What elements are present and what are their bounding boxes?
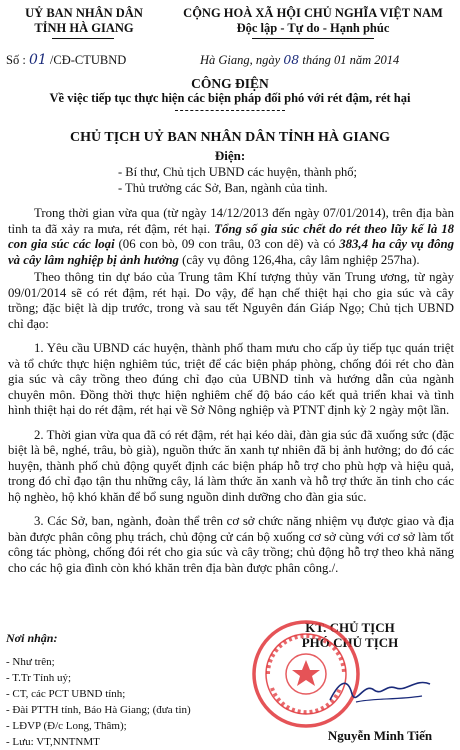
livestock-loss-summary: Tổng số gia súc chết do rét theo lũy kế là 18 con gia súc các loại [8, 221, 454, 251]
recipient-item: - Bí thư, Chủ tịch UBND các huyện, thành phố; [118, 165, 358, 179]
recipients-list [118, 164, 357, 196]
document-date [200, 52, 399, 68]
signer-name: Nguyễn Minh Tiến [327, 728, 433, 743]
paragraph-intro-text: Trong thời gian vừa qua (từ ngày 14/12/2013 đến ngày 07/01/2014), trên địa bàn tỉnh ta đã xảy ra mưa, rét đậm, rét hại. [8, 206, 454, 236]
national-title: CỘNG HOÀ XÃ HỘI CHỦ NGHĨA VIỆT NAM [183, 6, 443, 20]
number-prefix: Số : [6, 53, 26, 67]
motto-underline [252, 38, 374, 39]
paragraph-directive-1: 1. Yêu cầu UBND các huyện, thành phố tham mưu cho cấp ủy tiếp tục quán triệt và tổ chức thực hiện nghiêm túc, triệt để các biện pháp phòng, chống đói rét cho đàn gia súc và cây trồng theo đúng chỉ đạo của UBND tỉnh và hướng dẫn của ngành chuyên môn. Đồng thời thực hiện nghiêm chế độ báo cáo kết quả triển khai và tình hình thiệt hại do rét đậm, rét hại về Sở Nông nghiệp và PTNT định kỳ 2 ngày một lần. [8, 341, 454, 417]
crop-loss-summary: 383,4 ha cây vụ đông và cây lâm nghiệp bị ảnh hưởng [8, 237, 454, 267]
livestock-loss-detail: (06 con bò, 09 con trâu, 03 con dê) và có [114, 237, 340, 251]
paragraph-directive-2: 2. Thời gian vừa qua đã có rét đậm, rét hại kéo dài, đàn gia súc đã xuống sức (đặc biệt là bê, nghé, trâu, bò già), nguồn thức ăn xanh tự nhiên đã bị ảnh hưởng; do đó các huyện, thành phố chủ động quyết định các biện pháp hỗ trợ cho phù hợp và hiệu quả, trong đó chỉ đạo tận thu những cây, lá làm thức ăn xanh và hỗ trợ thức ăn tinh cho các hộ nghèo, hộ khó khăn để bổ sung nguồn dinh dưỡng cho đàn gia súc. [8, 427, 454, 504]
document-number [6, 52, 126, 68]
issuer-line2: TỈNH HÀ GIANG [34, 21, 134, 35]
distribution-item: - CT, các PCT UBND tỉnh; [6, 688, 126, 700]
date-suffix: tháng 01 năm 2014 [302, 53, 400, 67]
number-suffix: /CĐ-CTUBND [49, 53, 127, 67]
distribution-item: - Như trên; [6, 656, 55, 668]
document-body [8, 206, 454, 576]
sender-title: CHỦ TỊCH UỶ BAN NHÂN DÂN TỈNH HÀ GIANG [70, 130, 390, 145]
distribution-list [6, 630, 191, 750]
signature-line1: KT. CHỦ TỊCH [305, 620, 395, 635]
subject-underline [175, 110, 285, 111]
paragraph-intro [8, 206, 454, 268]
issuer-underline [52, 38, 114, 39]
national-header [168, 6, 458, 36]
issuer-block [4, 6, 164, 36]
recipient-item: - Thủ trưởng các Sở, Ban, ngành của tỉnh. [118, 181, 328, 195]
paragraph-directive-3: 3. Các Sở, ban, ngành, đoàn thể trên cơ sở chức năng nhiệm vụ được giao và địa bàn được phân công phụ trách, chủ động cử cán bộ xuống cơ sở cùng với cơ sở làm tốt công tác phòng, chống đói rét cho gia súc và cây trồng; chủ động hỗ trợ theo khả năng cho các hộ gia đình còn khó khăn trên địa bàn được phân công./. [8, 514, 454, 575]
number-handwritten: 01 [28, 52, 47, 68]
distribution-item: - Lưu: VT,NNTNMT [6, 736, 100, 748]
signature-line2: PHÓ CHỦ TỊCH [301, 635, 399, 650]
distribution-item: - Đài PTTH tỉnh, Báo Hà Giang; (đưa tin) [6, 704, 191, 716]
document-subject: Về việc tiếp tục thực hiện các biện pháp đối phó với rét đậm, rét hại [49, 91, 411, 105]
date-day: 08 [283, 52, 300, 67]
issuer-line1: UỶ BAN NHÂN DÂN [25, 6, 143, 20]
distribution-label: Nơi nhận: [6, 631, 58, 645]
recipients-label: Điện: [214, 148, 246, 163]
date-prefix: Hà Giang, ngày [200, 53, 281, 67]
national-motto: Độc lập - Tự do - Hạnh phúc [236, 21, 390, 35]
handwritten-signature [326, 672, 436, 712]
paragraph-forecast: Theo thông tin dự báo của Trung tâm Khí tượng thủy văn Trung ương, từ ngày 09/01/2014 sẽ có rét đậm, rét hại. Do vậy, để hạn chế thiệt hại cho gia súc và cây trồng; đặc biệt là dịp trước, trong và sau tết Nguyên đán Giáp Ngọ; Chủ tịch UBND chỉ đạo: [8, 270, 454, 331]
distribution-item: - T.Tr Tỉnh uỷ; [6, 672, 71, 684]
crop-loss-detail: (cây vụ đông 126,4ha, cây lâm nghiệp 257ha). [178, 252, 420, 267]
distribution-item: - LĐVP (Đ/c Long, Thâm); [6, 720, 127, 732]
document-type: CÔNG ĐIỆN [191, 76, 269, 91]
